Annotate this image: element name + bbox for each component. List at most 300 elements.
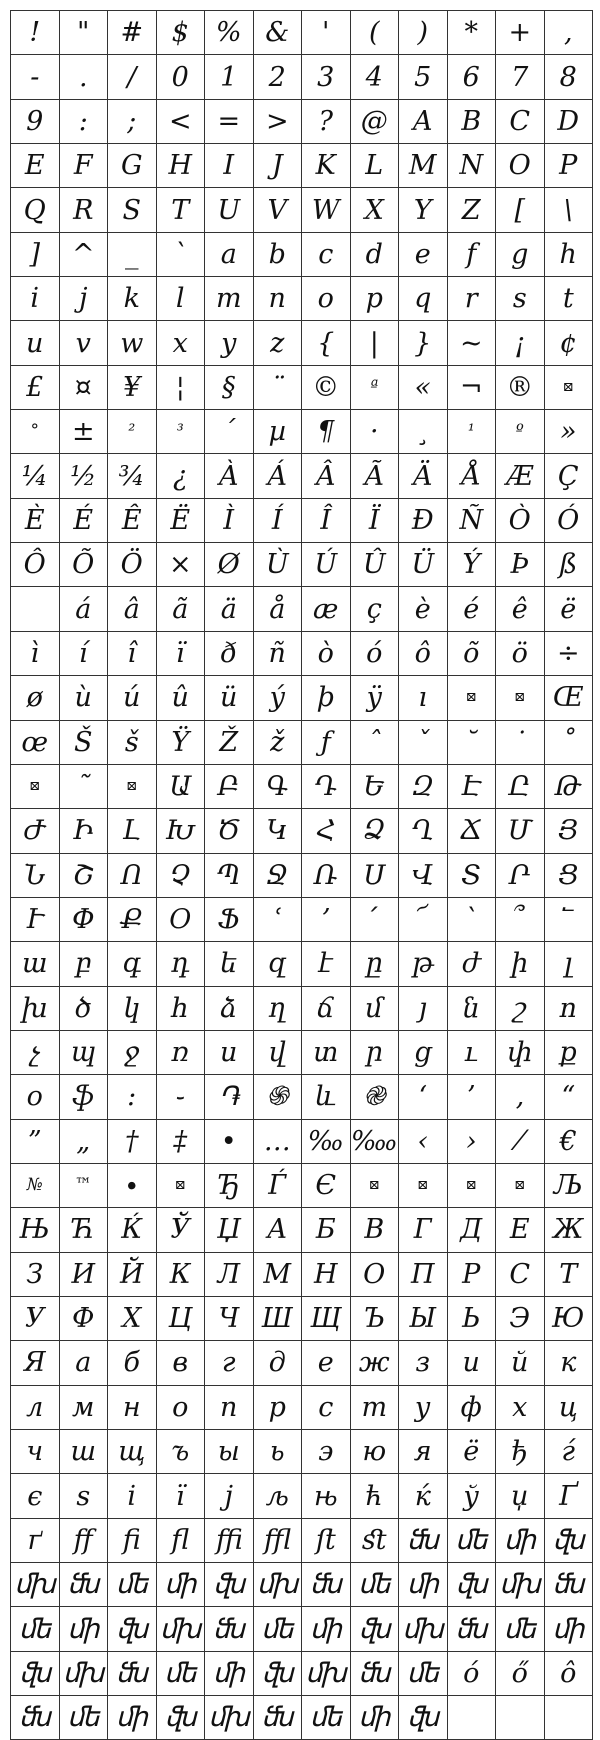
- glyph-cell: Ф: [60, 1297, 109, 1341]
- glyph-cell: ﬗ: [302, 1652, 351, 1696]
- glyph-cell: Ä: [399, 454, 448, 498]
- missing-glyph-icon: ⊠: [11, 765, 60, 809]
- glyph-cell: Վ: [399, 854, 448, 898]
- glyph-cell: ë: [545, 587, 594, 631]
- glyph-cell: »: [545, 410, 594, 454]
- glyph-cell: p: [351, 277, 400, 321]
- glyph-cell: ֎: [351, 1075, 400, 1119]
- glyph-cell: ﬓ: [205, 1607, 254, 1651]
- glyph-cell: ﬓ: [60, 1563, 109, 1607]
- glyph-cell: Ւ: [11, 898, 60, 942]
- glyph-cell: ь: [254, 1430, 303, 1474]
- glyph-cell: к: [545, 1341, 594, 1385]
- missing-glyph-icon: ⊠: [399, 1164, 448, 1208]
- glyph-cell: ﬓ: [448, 1607, 497, 1651]
- glyph-cell: ա: [11, 942, 60, 986]
- glyph-cell: Դ: [302, 765, 351, 809]
- missing-glyph-icon: ⊠: [108, 765, 157, 809]
- glyph-cell: Խ: [157, 809, 206, 853]
- glyph-cell: Տ: [448, 854, 497, 898]
- glyph-cell: ։: [108, 1075, 157, 1119]
- glyph-cell: ‰: [302, 1120, 351, 1164]
- glyph-cell: ¸: [399, 410, 448, 454]
- glyph-cell: X: [351, 188, 400, 232]
- glyph-cell: Ձ: [351, 809, 400, 853]
- glyph-cell: r: [448, 277, 497, 321]
- glyph-cell: ]: [11, 233, 60, 277]
- glyph-cell: ՞: [496, 898, 545, 942]
- glyph-cell: B: [448, 100, 497, 144]
- glyph-cell: ﬔ: [254, 1607, 303, 1651]
- glyph-cell: ˇ: [399, 721, 448, 765]
- glyph-cell: И: [60, 1253, 109, 1297]
- glyph-cell: [11, 587, 60, 631]
- missing-glyph-icon: ⊠: [545, 366, 594, 410]
- glyph-cell: ™: [60, 1164, 109, 1208]
- glyph-grid: [10, 10, 593, 1740]
- glyph-cell: Յ: [545, 809, 594, 853]
- glyph-cell: Š: [60, 721, 109, 765]
- glyph-cell: æ: [302, 587, 351, 631]
- glyph-cell: Ъ: [351, 1297, 400, 1341]
- glyph-cell: ö: [496, 632, 545, 676]
- glyph-cell: ﬔ: [448, 1519, 497, 1563]
- glyph-cell: ¥: [108, 366, 157, 410]
- glyph-cell: Г: [399, 1208, 448, 1252]
- glyph-cell: ‱: [351, 1120, 400, 1164]
- glyph-cell: Ê: [108, 499, 157, 543]
- glyph-cell: Ö: [108, 543, 157, 587]
- glyph-cell: Ռ: [302, 854, 351, 898]
- glyph-cell: Щ: [302, 1297, 351, 1341]
- glyph-cell: ﬕ: [205, 1652, 254, 1696]
- glyph-cell: Э: [496, 1297, 545, 1341]
- glyph-cell: Շ: [60, 854, 109, 898]
- glyph-cell: å: [254, 587, 303, 631]
- glyph-cell: Թ: [545, 765, 594, 809]
- glyph-cell: š: [108, 721, 157, 765]
- glyph-cell: Ѓ: [254, 1164, 303, 1208]
- glyph-cell: ½: [60, 454, 109, 498]
- glyph-cell: ձ: [205, 987, 254, 1031]
- glyph-cell: ˙: [496, 721, 545, 765]
- glyph-cell: µ: [254, 410, 303, 454]
- glyph-cell: ղ: [254, 987, 303, 1031]
- glyph-cell: Å: [448, 454, 497, 498]
- glyph-cell: ﬗ: [157, 1607, 206, 1651]
- glyph-cell: №: [11, 1164, 60, 1208]
- glyph-cell: Ž: [205, 721, 254, 765]
- glyph-cell: ј: [205, 1474, 254, 1518]
- glyph-cell: <: [157, 100, 206, 144]
- glyph-cell: բ: [60, 942, 109, 986]
- glyph-cell: #: [108, 11, 157, 55]
- glyph-cell: ‹: [399, 1120, 448, 1164]
- glyph-cell: ª: [351, 366, 400, 410]
- glyph-cell: †: [108, 1120, 157, 1164]
- glyph-cell: տ: [302, 1031, 351, 1075]
- glyph-cell: ¾: [108, 454, 157, 498]
- glyph-cell: y: [205, 321, 254, 365]
- glyph-cell: й: [496, 1341, 545, 1385]
- glyph-cell: Н: [302, 1253, 351, 1297]
- glyph-cell: Ջ: [254, 854, 303, 898]
- glyph-cell: ¶: [302, 410, 351, 454]
- glyph-cell: %: [205, 11, 254, 55]
- glyph-cell: է: [302, 942, 351, 986]
- glyph-cell: v: [60, 321, 109, 365]
- glyph-cell: լ: [545, 942, 594, 986]
- glyph-cell: Ã: [351, 454, 400, 498]
- glyph-cell: Я: [11, 1341, 60, 1385]
- glyph-cell: ﬅ: [302, 1519, 351, 1563]
- glyph-cell: Ý: [448, 543, 497, 587]
- glyph-cell: ъ: [157, 1430, 206, 1474]
- glyph-cell: ﬕ: [60, 1607, 109, 1651]
- glyph-cell: Y: [399, 188, 448, 232]
- glyph-cell: ﬖ: [254, 1652, 303, 1696]
- glyph-cell: Љ: [545, 1164, 594, 1208]
- glyph-cell: Ì: [205, 499, 254, 543]
- glyph-cell: ђ: [496, 1430, 545, 1474]
- missing-glyph-icon: ⊠: [351, 1164, 400, 1208]
- glyph-cell: Ы: [399, 1297, 448, 1341]
- glyph-cell: G: [108, 144, 157, 188]
- glyph-cell: ﬓ: [351, 1652, 400, 1696]
- glyph-cell: ՛: [351, 898, 400, 942]
- glyph-cell: մ: [351, 987, 400, 1031]
- glyph-cell: г: [205, 1341, 254, 1385]
- glyph-cell: (: [351, 11, 400, 55]
- glyph-cell: Ù: [254, 543, 303, 587]
- glyph-cell: ’: [448, 1075, 497, 1119]
- glyph-cell: ÿ: [351, 676, 400, 720]
- glyph-cell: Є: [302, 1164, 351, 1208]
- glyph-cell: Џ: [205, 1208, 254, 1252]
- glyph-cell: ռ: [157, 1031, 206, 1075]
- glyph-cell: Ð: [399, 499, 448, 543]
- glyph-cell: 7: [496, 55, 545, 99]
- glyph-cell: ;: [108, 100, 157, 144]
- glyph-cell: â: [108, 587, 157, 631]
- glyph-cell: ´: [205, 410, 254, 454]
- glyph-cell: Ծ: [205, 809, 254, 853]
- glyph-cell: -: [11, 55, 60, 99]
- glyph-cell: խ: [11, 987, 60, 1031]
- glyph-cell: \: [545, 188, 594, 232]
- glyph-cell: ü: [205, 676, 254, 720]
- glyph-cell: Í: [254, 499, 303, 543]
- glyph-cell: ի: [496, 942, 545, 986]
- glyph-cell: ֊: [157, 1075, 206, 1119]
- glyph-cell: 9: [11, 100, 60, 144]
- glyph-cell: |: [351, 321, 400, 365]
- glyph-cell: f: [448, 233, 497, 277]
- glyph-cell: Þ: [496, 543, 545, 587]
- glyph-cell: ¦: [157, 366, 206, 410]
- glyph-cell: Ô: [11, 543, 60, 587]
- glyph-cell: և: [302, 1075, 351, 1119]
- glyph-cell: ֏: [205, 1075, 254, 1119]
- glyph-cell: =: [205, 100, 254, 144]
- missing-glyph-icon: ⊠: [496, 1164, 545, 1208]
- glyph-cell: Ղ: [399, 809, 448, 853]
- glyph-cell: W: [302, 188, 351, 232]
- glyph-cell: ն: [448, 987, 497, 1031]
- glyph-cell: Ò: [496, 499, 545, 543]
- glyph-cell: ù: [60, 676, 109, 720]
- glyph-cell: /: [108, 55, 157, 99]
- glyph-cell: Ґ: [545, 1474, 594, 1518]
- glyph-cell: ¢: [545, 321, 594, 365]
- glyph-cell: x: [157, 321, 206, 365]
- glyph-cell: ﬄ: [254, 1519, 303, 1563]
- glyph-cell: Զ: [399, 765, 448, 809]
- glyph-cell: Л: [205, 1253, 254, 1297]
- glyph-cell: [545, 1696, 594, 1740]
- glyph-cell: “: [545, 1075, 594, 1119]
- glyph-cell: ': [302, 11, 351, 55]
- glyph-cell: M: [399, 144, 448, 188]
- glyph-cell: 1: [205, 55, 254, 99]
- glyph-cell: К: [157, 1253, 206, 1297]
- glyph-cell: В: [351, 1208, 400, 1252]
- glyph-cell: 4: [351, 55, 400, 99]
- glyph-cell: t: [545, 277, 594, 321]
- glyph-cell: ð: [205, 632, 254, 676]
- glyph-cell: ќ: [399, 1474, 448, 1518]
- glyph-cell: 8: [545, 55, 594, 99]
- glyph-cell: ﬖ: [448, 1563, 497, 1607]
- glyph-cell: ﬖ: [351, 1607, 400, 1651]
- glyph-cell: Î: [302, 499, 351, 543]
- glyph-cell: գ: [108, 942, 157, 986]
- glyph-cell: в: [157, 1341, 206, 1385]
- glyph-cell: ž: [254, 721, 303, 765]
- glyph-cell: ¹: [448, 410, 497, 454]
- glyph-cell: ը: [351, 942, 400, 986]
- glyph-cell: љ: [254, 1474, 303, 1518]
- glyph-cell: i: [11, 277, 60, 321]
- glyph-cell: ·: [351, 410, 400, 454]
- glyph-cell: Ճ: [448, 809, 497, 853]
- glyph-cell: զ: [254, 942, 303, 986]
- glyph-cell: k: [108, 277, 157, 321]
- glyph-cell: £: [11, 366, 60, 410]
- glyph-cell: ﬔ: [496, 1607, 545, 1651]
- glyph-cell: [: [496, 188, 545, 232]
- glyph-cell: V: [254, 188, 303, 232]
- glyph-cell: Ћ: [60, 1208, 109, 1252]
- glyph-cell: 3: [302, 55, 351, 99]
- glyph-cell: ж: [351, 1341, 400, 1385]
- glyph-cell: ø: [11, 676, 60, 720]
- glyph-cell: Ç: [545, 454, 594, 498]
- glyph-cell: շ: [496, 987, 545, 1031]
- glyph-cell: Է: [448, 765, 497, 809]
- glyph-cell: ﬕ: [302, 1607, 351, 1651]
- glyph-cell: Ի: [60, 809, 109, 853]
- glyph-cell: Հ: [302, 809, 351, 853]
- glyph-cell: *: [448, 11, 497, 55]
- glyph-cell: ՜: [399, 898, 448, 942]
- glyph-cell: О: [351, 1253, 400, 1297]
- glyph-cell: ﬃ: [205, 1519, 254, 1563]
- glyph-cell: K: [302, 144, 351, 188]
- glyph-cell: §: [205, 366, 254, 410]
- glyph-cell: п: [205, 1386, 254, 1430]
- glyph-cell: ﬀ: [60, 1519, 109, 1563]
- glyph-cell: Օ: [157, 898, 206, 942]
- glyph-cell: R: [60, 188, 109, 232]
- glyph-cell: յ: [399, 987, 448, 1031]
- glyph-cell: з: [399, 1341, 448, 1385]
- glyph-cell: ê: [496, 587, 545, 631]
- glyph-cell: ﬗ: [254, 1563, 303, 1607]
- glyph-cell: ՚: [302, 898, 351, 942]
- glyph-cell: õ: [448, 632, 497, 676]
- glyph-cell: ՝: [448, 898, 497, 942]
- glyph-cell: Q: [11, 188, 60, 232]
- glyph-cell: Ը: [496, 765, 545, 809]
- glyph-cell: ﬓ: [399, 1519, 448, 1563]
- glyph-cell: Պ: [205, 854, 254, 898]
- glyph-cell: Գ: [254, 765, 303, 809]
- glyph-cell: d: [351, 233, 400, 277]
- glyph-cell: J: [254, 144, 303, 188]
- glyph-cell: ó: [351, 632, 400, 676]
- glyph-cell: о: [157, 1386, 206, 1430]
- glyph-cell: Z: [448, 188, 497, 232]
- glyph-cell: ﬓ: [254, 1696, 303, 1740]
- glyph-cell: ±: [60, 410, 109, 454]
- glyph-cell: џ: [496, 1474, 545, 1518]
- glyph-cell: ѓ: [545, 1430, 594, 1474]
- glyph-cell: é: [448, 587, 497, 631]
- glyph-cell: Х: [108, 1297, 157, 1341]
- glyph-cell: վ: [254, 1031, 303, 1075]
- glyph-cell: l: [157, 277, 206, 321]
- glyph-cell: m: [205, 277, 254, 321]
- glyph-cell: ﬔ: [351, 1563, 400, 1607]
- glyph-cell: ¤: [60, 366, 109, 410]
- glyph-cell: ք: [545, 1031, 594, 1075]
- glyph-cell: ²: [108, 410, 157, 454]
- glyph-cell: Ո: [108, 854, 157, 898]
- glyph-cell: }: [399, 321, 448, 365]
- glyph-cell: ©: [302, 366, 351, 410]
- glyph-cell: Ֆ: [205, 898, 254, 942]
- glyph-cell: ∙: [108, 1164, 157, 1208]
- glyph-cell: °: [11, 410, 60, 454]
- glyph-cell: Ք: [108, 898, 157, 942]
- glyph-cell: ?: [302, 100, 351, 144]
- glyph-cell: ю: [351, 1430, 400, 1474]
- glyph-cell: u: [11, 321, 60, 365]
- glyph-cell: Ց: [545, 854, 594, 898]
- glyph-cell: դ: [157, 942, 206, 986]
- glyph-cell: ս: [205, 1031, 254, 1075]
- glyph-cell: C: [496, 100, 545, 144]
- glyph-cell: û: [157, 676, 206, 720]
- glyph-cell: ç: [351, 587, 400, 631]
- glyph-cell: ¼: [11, 454, 60, 498]
- glyph-cell: Ü: [399, 543, 448, 587]
- glyph-cell: Â: [302, 454, 351, 498]
- glyph-cell: ﬂ: [157, 1519, 206, 1563]
- glyph-cell: д: [254, 1341, 303, 1385]
- glyph-cell: ˜: [60, 765, 109, 809]
- glyph-cell: и: [448, 1341, 497, 1385]
- glyph-cell: Ђ: [205, 1164, 254, 1208]
- glyph-cell: ﬓ: [108, 1652, 157, 1696]
- glyph-cell: 5: [399, 55, 448, 99]
- glyph-cell: Ն: [11, 854, 60, 898]
- glyph-cell: g: [496, 233, 545, 277]
- glyph-cell: ﬕ: [545, 1607, 594, 1651]
- glyph-cell: ﬖ: [157, 1696, 206, 1740]
- glyph-cell: Т: [545, 1253, 594, 1297]
- glyph-cell: 0: [157, 55, 206, 99]
- glyph-cell: ä: [205, 587, 254, 631]
- glyph-cell: Р: [448, 1253, 497, 1297]
- glyph-cell: ¨: [254, 366, 303, 410]
- glyph-cell: ﬔ: [157, 1652, 206, 1696]
- glyph-cell: е: [302, 1341, 351, 1385]
- glyph-cell: ﬔ: [60, 1696, 109, 1740]
- glyph-cell: հ: [157, 987, 206, 1031]
- glyph-cell: ï: [157, 632, 206, 676]
- glyph-cell: ﬕ: [157, 1563, 206, 1607]
- glyph-cell: ճ: [302, 987, 351, 1031]
- glyph-cell: ﬖ: [399, 1696, 448, 1740]
- glyph-cell: ): [399, 11, 448, 55]
- glyph-cell: ‡: [157, 1120, 206, 1164]
- glyph-cell: С: [496, 1253, 545, 1297]
- glyph-cell: ³: [157, 410, 206, 454]
- glyph-cell: щ: [108, 1430, 157, 1474]
- glyph-cell: б: [108, 1341, 157, 1385]
- glyph-cell: З: [11, 1253, 60, 1297]
- glyph-cell: ո: [545, 987, 594, 1031]
- glyph-cell: È: [11, 499, 60, 543]
- glyph-cell: ћ: [351, 1474, 400, 1518]
- glyph-cell: D: [545, 100, 594, 144]
- glyph-cell: Փ: [60, 898, 109, 942]
- glyph-cell: !: [11, 11, 60, 55]
- glyph-cell: ‘: [399, 1075, 448, 1119]
- glyph-cell: ў: [448, 1474, 497, 1518]
- glyph-cell: S: [108, 188, 157, 232]
- glyph-cell: +: [496, 11, 545, 55]
- glyph-cell: ¿: [157, 454, 206, 498]
- glyph-cell: e: [399, 233, 448, 277]
- glyph-cell: ш: [60, 1430, 109, 1474]
- glyph-cell: s: [496, 277, 545, 321]
- missing-glyph-icon: ⊠: [157, 1164, 206, 1208]
- glyph-cell: Á: [254, 454, 303, 498]
- glyph-cell: n: [254, 277, 303, 321]
- glyph-cell: Ø: [205, 543, 254, 587]
- glyph-cell: ф: [448, 1386, 497, 1430]
- glyph-cell: ı: [399, 676, 448, 720]
- glyph-cell: կ: [108, 987, 157, 1031]
- glyph-cell: ֆ: [60, 1075, 109, 1119]
- glyph-cell: ˆ: [351, 721, 400, 765]
- glyph-cell: Ր: [496, 854, 545, 898]
- glyph-cell: э: [302, 1430, 351, 1474]
- glyph-cell: a: [205, 233, 254, 277]
